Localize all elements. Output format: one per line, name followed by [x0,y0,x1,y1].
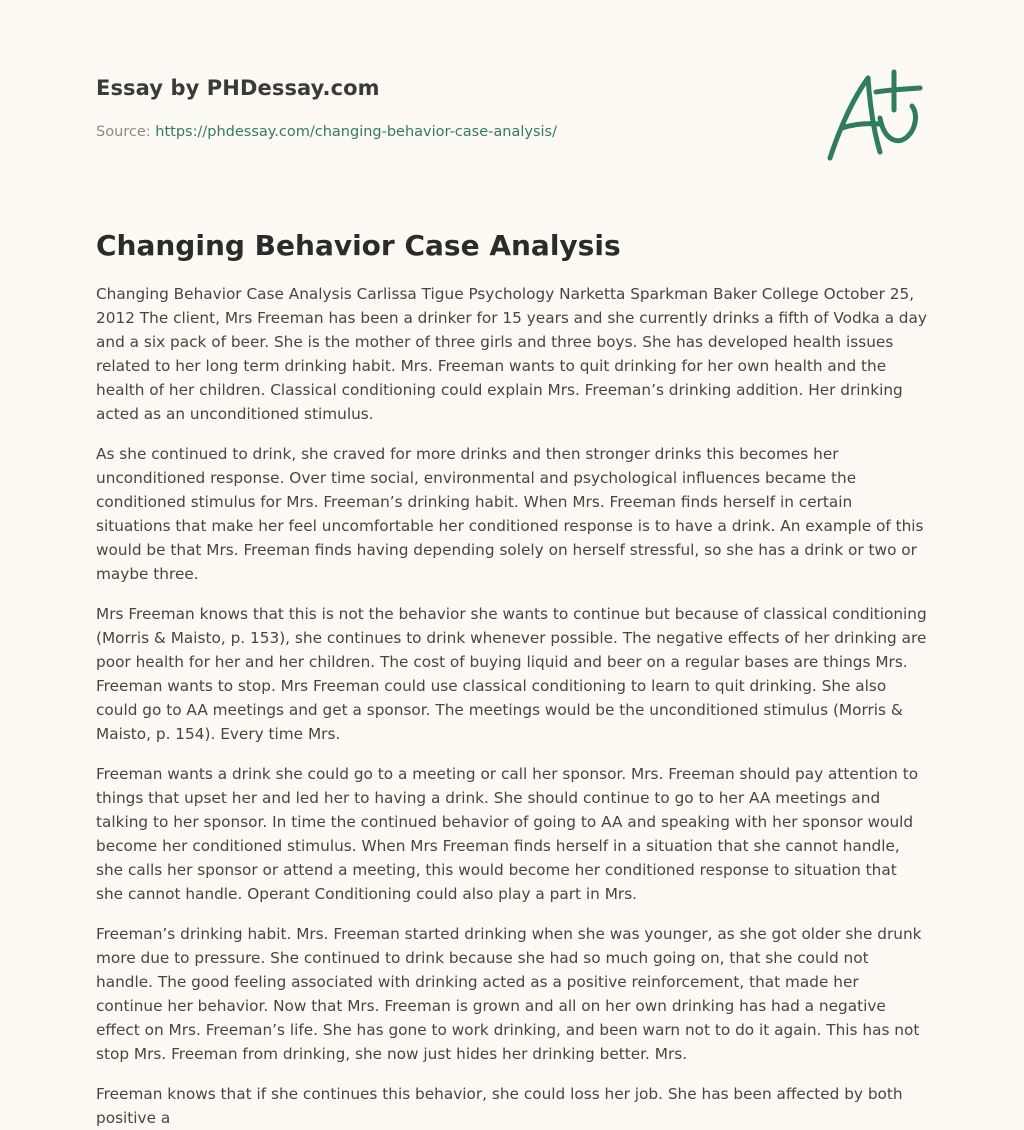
a-plus-logo-icon [824,66,928,166]
source-line [96,124,557,140]
essay-title: Changing Behavior Case Analysis [96,229,621,262]
essay-paragraph: Freeman’s drinking habit. Mrs. Freeman started drinking when she was younger, as she got older she drunk more due to pressure. She continued to drink because she had so much going on, that she could not handle. The good feeling associated with drinking acted as a positive reinforcement, that made her continue her behavior. Now that Mrs. Freeman is grown and all on her own drinking has had a negative effect on Mrs. Freeman’s life. She has gone to work drinking, and been warn not to do it again. This has not stop Mrs. Freeman from drinking, she now just hides her drinking better. Mrs. [96,925,922,1063]
site-title: Essay by PHDessay.com [96,76,380,100]
source-label: Source: [96,124,151,140]
page-header [96,0,928,210]
essay-paragraph: Freeman knows that if she continues this behavior, she could loss her job. She has been affected by both positive a [96,1085,903,1127]
essay-paragraph: Freeman wants a drink she could go to a meeting or call her sponsor. Mrs. Freeman should pay attention to things that upset her and led her to having a drink. She should continue to go to her AA meetings and talking to her sponsor. In time the continued behavior of going to AA and speaking with her sponsor would become her conditioned stimulus. When Mrs Freeman finds herself in a situation that she cannot handle, she calls her sponsor or attend a meeting, this would become her conditioned response to situation that she cannot handle. Operant Conditioning could also play a part in Mrs. [96,765,919,903]
source-link[interactable]: https://phdessay.com/changing-behavior-case-analysis/ [155,124,557,140]
essay-paragraph: Mrs Freeman knows that this is not the behavior she wants to continue but because of classical conditioning (Morris & Maisto, p. 153), she continues to drink whenever possible. The negative effects of her drinking are poor health for her and her children. The cost of buying liquid and beer on a regular bases are things Mrs. Freeman wants to stop. Mrs Freeman could use classical conditioning to learn to quit drinking. She also could go to AA meetings and get a sponsor. The meetings would be the unconditioned stimulus (Morris & Maisto, p. 154). Every time Mrs. [96,605,927,743]
essay-paragraph: As she continued to drink, she craved for more drinks and then stronger drinks this becomes her unconditioned response. Over time social, environmental and psychological influences became the conditioned stimulus for Mrs. Freeman’s drinking habit. When Mrs. Freeman finds herself in certain situations that make her feel uncomfortable her conditioned response is to have a drink. An example of this would be that Mrs. Freeman finds having depending solely on herself stressful, so she has a drink or two or maybe three. [96,445,924,583]
essay-paragraph: Changing Behavior Case Analysis Carlissa Tigue Psychology Narketta Sparkman Baker College October 25, 2012 The client, Mrs Freeman has been a drinker for 15 years and she currently drinks a fifth of Vodka a day and a six pack of beer. She is the mother of three girls and three boys. She has developed health issues related to her long term drinking habit. Mrs. Freeman wants to quit drinking for her own health and the health of her children. Classical conditioning could explain Mrs. Freeman’s drinking addition. Her drinking acted as an unconditioned stimulus. [96,285,927,423]
essay-body [96,282,928,1130]
